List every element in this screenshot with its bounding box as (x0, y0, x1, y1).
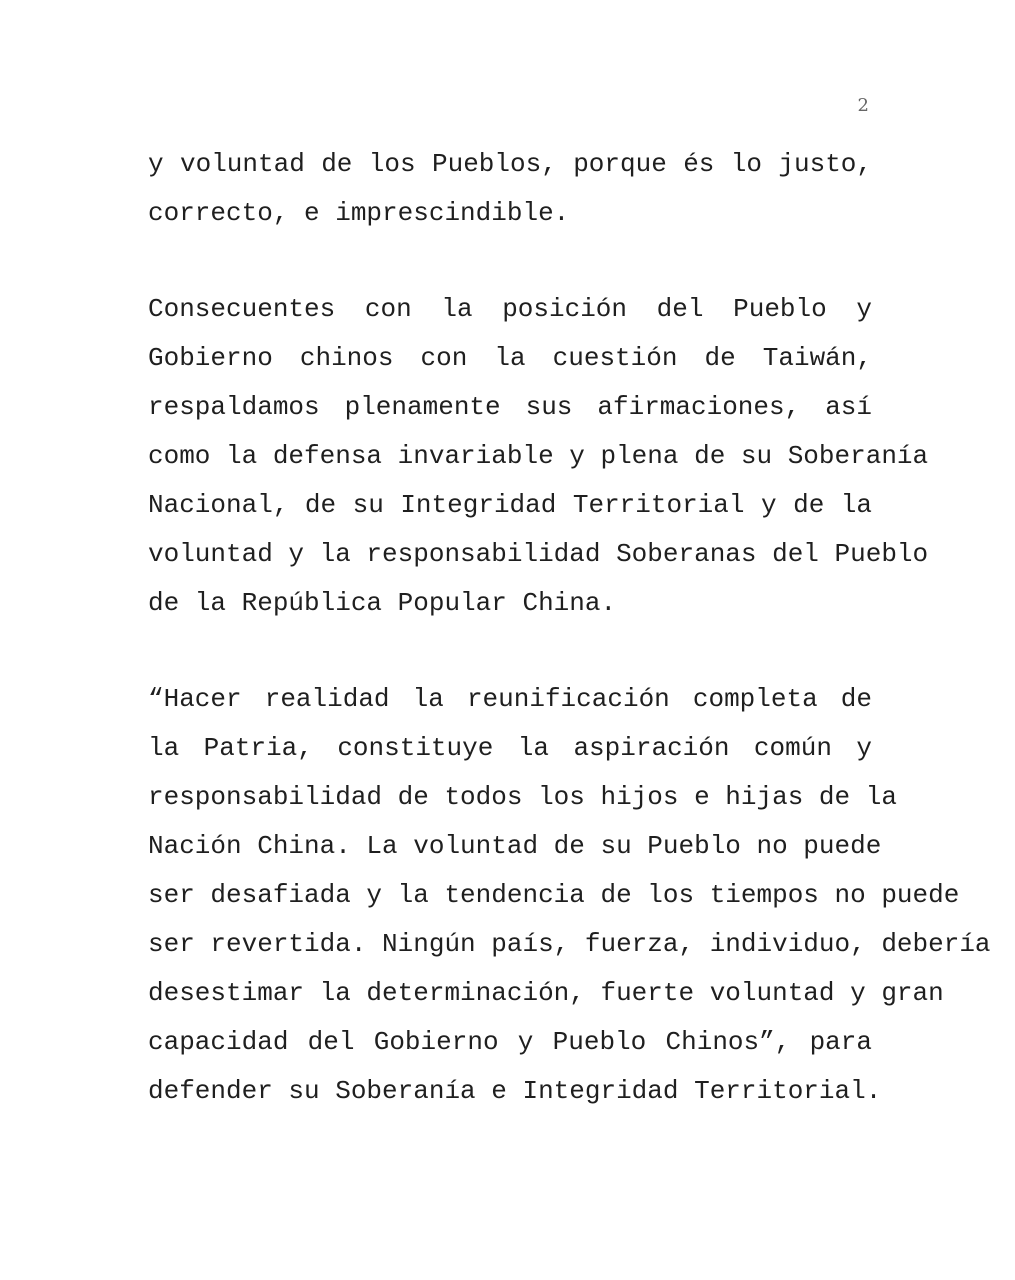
text-line: capacidad del Gobierno y Pueblo Chinos”, para (148, 1027, 872, 1057)
text-line: Gobierno chinos con la cuestión de Taiwán, (148, 343, 872, 373)
paragraph-2 (148, 285, 929, 628)
text-line: de la República Popular China. (148, 588, 617, 618)
text-line: desestimar la determinación, fuerte voluntad y gran (148, 978, 944, 1008)
paragraph-1 (148, 140, 872, 238)
document-body (148, 140, 991, 1116)
text-line: como la defensa invariable y plena de su Soberanía (148, 441, 929, 471)
text-line: Consecuentes con la posición del Pueblo y (148, 294, 872, 324)
page-number: 2 (857, 95, 869, 116)
paragraph-3 (148, 675, 991, 1116)
text-line: Nacional, de su Integridad Territorial y de la (148, 490, 872, 520)
text-line: defender su Soberanía e Integridad Territorial. (148, 1076, 882, 1106)
text-line: ser revertida. Ningún país, fuerza, individuo, debería (148, 929, 991, 959)
text-line: “Hacer realidad la reunificación completa de (148, 684, 872, 714)
text-line: y voluntad de los Pueblos, porque és lo justo, (148, 149, 872, 179)
text-line: voluntad y la responsabilidad Soberanas del Pueblo (148, 539, 929, 569)
text-line: responsabilidad de todos los hijos e hijas de la (148, 782, 897, 812)
text-line: ser desafiada y la tendencia de los tiempos no puede (148, 880, 960, 910)
text-line: correcto, e imprescindible. (148, 198, 570, 228)
text-line: respaldamos plenamente sus afirmaciones, así (148, 392, 872, 422)
text-line: la Patria, constituye la aspiración común y (148, 733, 872, 763)
text-line: Nación China. La voluntad de su Pueblo no puede (148, 831, 882, 861)
